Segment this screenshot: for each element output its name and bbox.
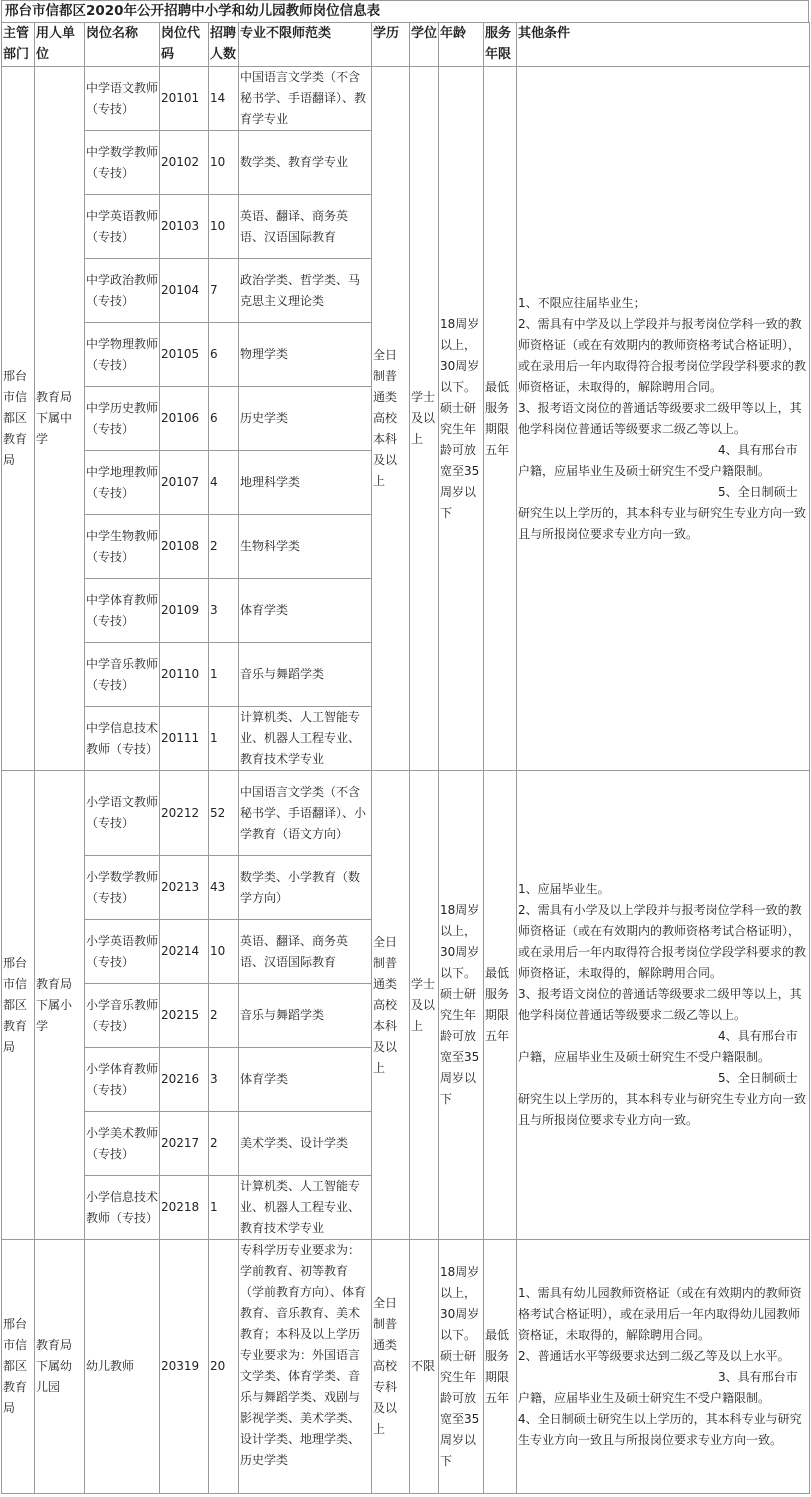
post-code-cell: 20101	[160, 67, 209, 131]
header-age: 年龄	[439, 23, 484, 67]
post-name-cell: 中学数学教师（专技）	[85, 131, 160, 195]
other-conditions-cell	[517, 67, 810, 771]
count-cell: 4	[209, 451, 239, 515]
post-name-cell: 中学信息技术教师（专技）	[85, 707, 160, 771]
major-cell: 物理学类	[239, 323, 372, 387]
header-count: 招聘人数	[209, 23, 239, 67]
service-cell: 最低服务期限五年	[484, 771, 517, 1240]
condition-item: 4、具有邢台市户籍，应届毕业生及硕士研究生不受户籍限制。	[518, 442, 798, 478]
post-name-cell: 小学体育教师（专技）	[85, 1048, 160, 1112]
positions-table	[1, 22, 810, 1494]
major-cell: 中国语言文学类（不含秘书学、手语翻译）、教育学专业	[239, 67, 372, 131]
post-code-cell: 20106	[160, 387, 209, 451]
service-cell: 最低服务期限五年	[484, 1240, 517, 1494]
count-cell: 2	[209, 984, 239, 1048]
edu-cell: 全日制普通类高校专科及以上	[372, 1240, 410, 1494]
post-name-cell: 中学语文教师（专技）	[85, 67, 160, 131]
count-cell: 3	[209, 579, 239, 643]
count-cell: 43	[209, 856, 239, 920]
header-post-name: 岗位名称	[85, 23, 160, 67]
count-cell: 6	[209, 323, 239, 387]
post-code-cell: 20215	[160, 984, 209, 1048]
post-name-cell: 中学体育教师（专技）	[85, 579, 160, 643]
edu-cell: 全日制普通类高校本科及以上	[372, 67, 410, 771]
post-code-cell: 20107	[160, 451, 209, 515]
major-cell: 中国语言文学类（不含秘书学、手语翻译）、小学教育（语文方向）	[239, 771, 372, 856]
table-row	[2, 67, 810, 131]
count-cell: 2	[209, 515, 239, 579]
post-name-cell: 中学地理教师（专技）	[85, 451, 160, 515]
other-conditions-cell	[517, 1240, 810, 1494]
header-degree: 学位	[410, 23, 439, 67]
major-cell: 计算机类、人工智能专业、机器人工程专业、教育技术学专业	[239, 1176, 372, 1240]
condition-item: 2、普通话水平等级要求达到二级乙等及以上水平。	[518, 1348, 790, 1363]
post-name-cell: 中学政治教师（专技）	[85, 259, 160, 323]
count-cell: 6	[209, 387, 239, 451]
document-title: 邢台市信都区2020年公开招聘中小学和幼儿园教师岗位信息表	[1, 0, 809, 23]
count-cell: 10	[209, 920, 239, 984]
dept-cell: 邢台市信都区教育局	[2, 67, 35, 771]
post-code-cell: 20217	[160, 1112, 209, 1176]
major-cell: 数学类、小学教育（数学方向）	[239, 856, 372, 920]
major-cell: 英语、翻译、商务英语、汉语国际教育	[239, 920, 372, 984]
count-cell: 7	[209, 259, 239, 323]
degree-cell: 学士及以上	[410, 67, 439, 771]
condition-item: 4、具有邢台市户籍，应届毕业生及硕士研究生不受户籍限制。	[518, 1029, 798, 1064]
age-cell: 18周岁以上，30周岁以下。硕士研究生年龄可放宽至35周岁以下	[439, 1240, 484, 1494]
major-cell: 体育学类	[239, 579, 372, 643]
major-cell: 计算机类、人工智能专业、机器人工程专业、教育技术学专业	[239, 707, 372, 771]
count-cell: 2	[209, 1112, 239, 1176]
condition-item: 1、应届毕业生。	[518, 882, 610, 896]
unit-cell: 教育局下属中学	[35, 67, 85, 771]
header-edu: 学历	[372, 23, 410, 67]
post-code-cell: 20109	[160, 579, 209, 643]
header-service: 服务年限	[484, 23, 517, 67]
other-conditions-cell	[517, 771, 810, 1240]
post-name-cell: 小学语文教师（专技）	[85, 771, 160, 856]
table-row	[2, 771, 810, 856]
count-cell: 1	[209, 1176, 239, 1240]
post-code-cell: 20218	[160, 1176, 209, 1240]
count-cell: 10	[209, 131, 239, 195]
count-cell: 3	[209, 1048, 239, 1112]
post-name-cell: 小学数学教师（专技）	[85, 856, 160, 920]
major-cell: 历史学类	[239, 387, 372, 451]
post-name-cell: 中学历史教师（专技）	[85, 387, 160, 451]
header-major: 专业不限师范类	[239, 23, 372, 67]
service-cell: 最低服务期限五年	[484, 67, 517, 771]
major-cell: 生物科学类	[239, 515, 372, 579]
post-code-cell: 20102	[160, 131, 209, 195]
edu-cell: 全日制普通类高校本科及以上	[372, 771, 410, 1240]
condition-item: 2、需具有小学及以上学段并与报考岗位学科一致的教师资格证（或在有效期内的教师资格考试合格证明），或在录用后一年内取得符合报考岗位学段学科要求的教师资格证，未取得的，解除聘用合同。	[518, 903, 807, 980]
post-name-cell: 小学英语教师（专技）	[85, 920, 160, 984]
condition-item: 3、报考语文岗位的普通话等级要求二级甲等以上，其他学科岗位普通话等级要求二级乙等以上。	[518, 400, 802, 436]
post-code-cell: 20110	[160, 643, 209, 707]
post-code-cell: 20103	[160, 195, 209, 259]
header-row	[2, 23, 810, 67]
header-dept: 主管部门	[2, 23, 35, 67]
header-unit: 用人单位	[35, 23, 85, 67]
post-code-cell: 20212	[160, 771, 209, 856]
post-code-cell: 20105	[160, 323, 209, 387]
condition-item: 4、全日制硕士研究生以上学历的，其本科专业与研究生专业方向一致且与所报岗位要求专业方向一致。	[518, 1411, 802, 1447]
post-code-cell: 20216	[160, 1048, 209, 1112]
condition-item: 3、报考语文岗位的普通话等级要求二级甲等以上，其他学科岗位普通话等级要求二级乙等以上。	[518, 987, 802, 1022]
header-other: 其他条件	[517, 23, 810, 67]
count-cell: 20	[209, 1240, 239, 1494]
count-cell: 14	[209, 67, 239, 131]
post-name-cell: 中学英语教师（专技）	[85, 195, 160, 259]
condition-item: 2、需具有中学及以上学段并与报考岗位学科一致的教师资格证（或在有效期内的教师资格考试合格证明），或在录用后一年内取得符合报考岗位学段学科要求的教师资格证，未取得的，解除聘用合同。	[518, 316, 807, 394]
post-code-cell: 20214	[160, 920, 209, 984]
dept-cell: 邢台市信都区教育局	[2, 771, 35, 1240]
post-name-cell: 中学物理教师（专技）	[85, 323, 160, 387]
post-name-cell: 小学信息技术教师（专技）	[85, 1176, 160, 1240]
major-cell: 美术学类、设计学类	[239, 1112, 372, 1176]
major-cell: 音乐与舞蹈学类	[239, 984, 372, 1048]
major-cell: 数学类、教育学专业	[239, 131, 372, 195]
unit-cell: 教育局下属小学	[35, 771, 85, 1240]
major-cell: 体育学类	[239, 1048, 372, 1112]
condition-item: 5、全日制硕士研究生以上学历的，其本科专业与研究生专业方向一致且与所报岗位要求专业方向一致。	[518, 484, 807, 541]
post-name-cell: 小学美术教师（专技）	[85, 1112, 160, 1176]
major-cell: 地理科学类	[239, 451, 372, 515]
degree-cell: 学士及以上	[410, 771, 439, 1240]
condition-item: 1、需具有幼儿园教师资格证（或在有效期内的教师资格考试合格证明），或在录用后一年内取得幼儿园教师资格证，未取得的，解除聘用合同。	[518, 1285, 802, 1342]
condition-item: 5、全日制硕士研究生以上学历的，其本科专业与研究生专业方向一致且与所报岗位要求专业方向一致。	[518, 1071, 807, 1127]
header-post-code: 岗位代码	[160, 23, 209, 67]
major-cell: 政治学类、哲学类、马克思主义理论类	[239, 259, 372, 323]
condition-item: 1、不限应往届毕业生；	[518, 295, 646, 310]
major-cell: 音乐与舞蹈学类	[239, 643, 372, 707]
unit-cell: 教育局下属幼儿园	[35, 1240, 85, 1494]
post-code-cell: 20213	[160, 856, 209, 920]
major-cell: 英语、翻译、商务英语、汉语国际教育	[239, 195, 372, 259]
age-cell: 18周岁以上，30周岁以下。硕士研究生年龄可放宽至35周岁以下	[439, 67, 484, 771]
count-cell: 1	[209, 643, 239, 707]
major-cell: 专科学历专业要求为：学前教育、初等教育（学前教育方向）、体育教育、音乐教育、美术教育；本科及以上学历专业要求为：外国语言文学类、体育学类、音乐与舞蹈学类、戏剧与影视学类、美术学类、设计学类、地理学类、历史学类	[239, 1240, 372, 1494]
table-row	[2, 1240, 810, 1494]
dept-cell: 邢台市信都区教育局	[2, 1240, 35, 1494]
post-code-cell: 20104	[160, 259, 209, 323]
condition-item: 3、具有邢台市户籍，应届毕业生及硕士研究生不受户籍限制。	[518, 1369, 798, 1405]
post-name-cell: 幼儿教师	[85, 1240, 160, 1494]
post-code-cell: 20319	[160, 1240, 209, 1494]
count-cell: 10	[209, 195, 239, 259]
post-name-cell: 小学音乐教师（专技）	[85, 984, 160, 1048]
count-cell: 52	[209, 771, 239, 856]
count-cell: 1	[209, 707, 239, 771]
post-name-cell: 中学生物教师（专技）	[85, 515, 160, 579]
post-code-cell: 20111	[160, 707, 209, 771]
post-code-cell: 20108	[160, 515, 209, 579]
age-cell: 18周岁以上，30周岁以下。硕士研究生年龄可放宽至35周岁以下	[439, 771, 484, 1240]
post-name-cell: 中学音乐教师（专技）	[85, 643, 160, 707]
degree-cell: 不限	[410, 1240, 439, 1494]
